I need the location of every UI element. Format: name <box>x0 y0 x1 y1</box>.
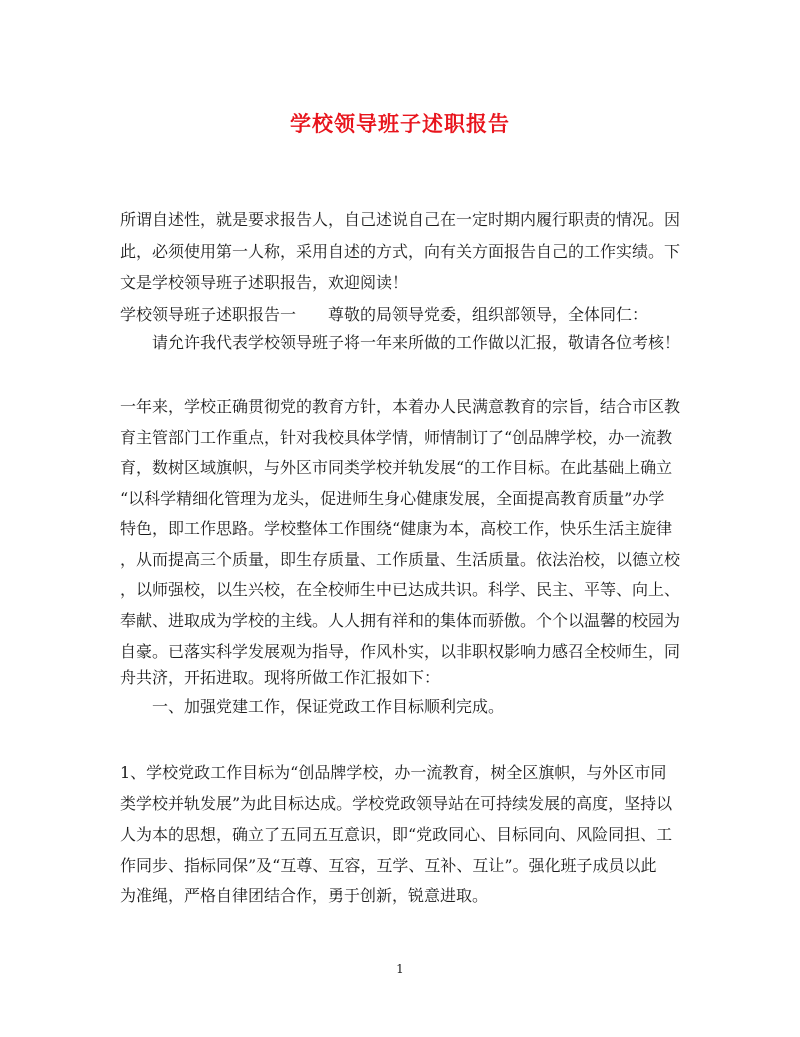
paragraph-line: 特色，即工作思路。学校整体工作围绕“健康为本，高校工作，快乐生活主旋律 <box>120 519 673 538</box>
paragraph-line: 一年来，学校正确贯彻党的教育方针，本着办人民满意教育的宗旨，结合市区教 <box>120 397 681 416</box>
paragraph-line: 所谓自述性，就是要求报告人，自己述说自己在一定时期内履行职责的情况。因 <box>120 210 681 229</box>
paragraph-line: 此，必须使用第一人称，采用自述的方式，向有关方面报告自己的工作实绩。下 <box>120 242 681 261</box>
paragraph-line: 奉献、进取成为学校的主线。人人拥有祥和的集体而骄傲。个个以温馨的校园为 <box>120 611 681 630</box>
page-number: 1 <box>396 962 404 976</box>
paragraph-line: 人为本的思想，确立了五同五互意识，即“党政同心、目标同向、风险同担、工 <box>120 825 673 844</box>
paragraph-line: 类学校并轨发展”为此目标达成。学校党政领导站在可持续发展的高度，坚持以 <box>120 794 673 813</box>
paragraph-line: “以科学精细化管理为龙头，促进师生身心健康发展，全面提高教育质量”办学 <box>120 489 665 508</box>
paragraph-line: 文是学校领导班子述职报告，欢迎阅读！ <box>120 273 409 292</box>
paragraph-line: 请允许我代表学校领导班子将一年来所做的工作做以汇报，敬请各位考核！ <box>152 333 681 352</box>
paragraph-line: ，以师强校，以生兴校，在全校师生中已达成共识。科学、民主、平等、向上、 <box>120 580 681 599</box>
paragraph-line: 育，数树区域旗帜，与外区市同类学校并轨发展“的工作目标。在此基础上确立 <box>120 458 673 477</box>
paragraph-line: 自豪。已落实科学发展观为指导，作风朴实，以非职权影响力感召全校师生，同 <box>120 642 681 661</box>
paragraph-line: 作同步、指标同保”及“互尊、互容，互学、互补、互让”。强化班子成员以此 <box>120 856 657 875</box>
paragraph-line: 舟共济，开拓进取。现将所做工作汇报如下： <box>120 668 441 687</box>
paragraph-line: 育主管部门工作重点，针对我校具体学情，师情制订了“创品牌学校，办一流教 <box>120 428 673 447</box>
paragraph-line: 1、学校党政工作目标为“创品牌学校，办一流教育，树全区旗帜，与外区市同 <box>120 763 667 782</box>
paragraph-line: ，从而提高三个质量，即生存质量、工作质量、生活质量。依法治校，以德立校 <box>120 550 681 569</box>
section-heading: 一、加强党建工作，保证党政工作目标顺利完成。 <box>152 697 505 716</box>
paragraph-line: 学校领导班子述职报告一 尊敬的局领导党委，组织部领导，全体同仁： <box>120 305 649 324</box>
paragraph-line: 为准绳，严格自律团结合作，勇于创新，锐意进取。 <box>120 886 489 905</box>
document-title: 学校领导班子述职报告 <box>290 111 510 136</box>
